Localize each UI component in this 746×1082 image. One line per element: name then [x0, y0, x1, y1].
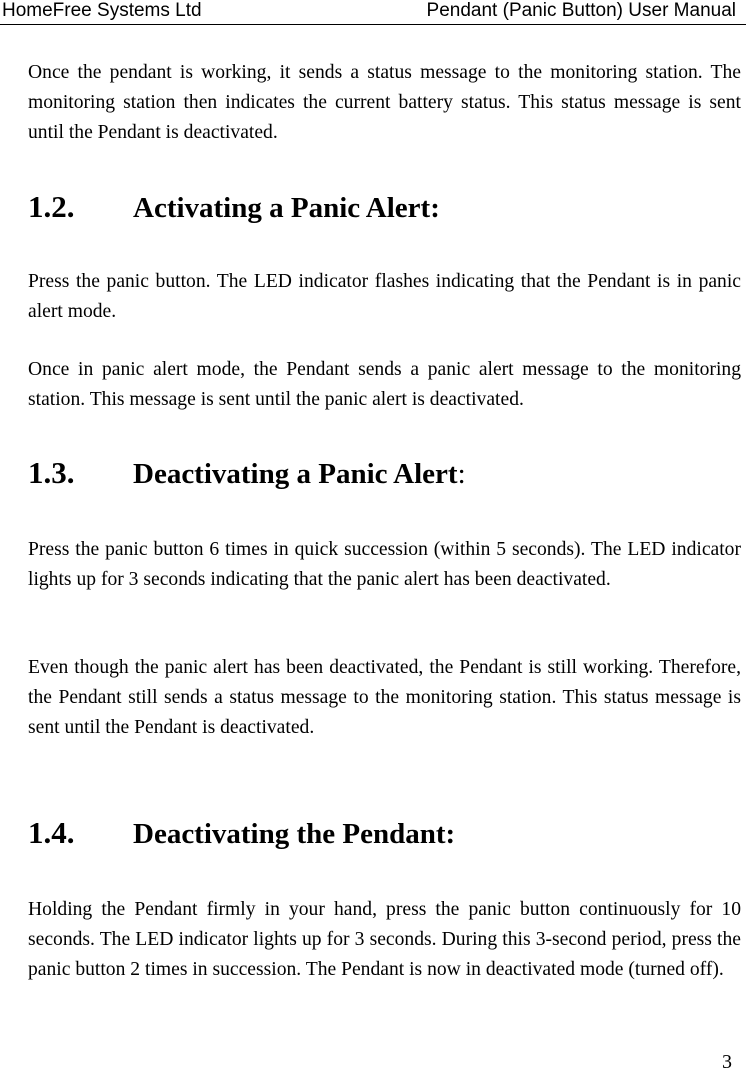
- header-company: HomeFree Systems Ltd: [2, 0, 202, 21]
- page-header: [0, 0, 746, 25]
- section-number: 1.2.: [28, 189, 75, 224]
- section-number: 1.4.: [28, 815, 75, 850]
- intro-paragraph: Once the pendant is working, it sends a status message to the monitoring station. The monitoring station then indicates the current battery status. This status message is sent until the Pendant is deactivated.: [28, 62, 741, 143]
- section-heading-1-3: [28, 455, 741, 491]
- section-1-3-paragraph-2: Even though the panic alert has been deactivated, the Pendant is still working. Therefore, the Pendant still sends a status message to the monitoring station. This status message is sent until the Pendant is deactivated.: [28, 657, 741, 738]
- section-title: Deactivating the Pendant:: [133, 818, 456, 850]
- section-title: Activating a Panic Alert:: [133, 192, 440, 224]
- section-heading-1-2: [28, 189, 741, 225]
- section-1-2-paragraph-1: Press the panic button. The LED indicator flashes indicating that the Pendant is in panic alert mode.: [28, 271, 741, 322]
- section-title: Deactivating a Panic Alert: [133, 458, 458, 490]
- page-number: 3: [722, 1051, 732, 1073]
- section-number: 1.3.: [28, 455, 75, 490]
- header-manual-title: Pendant (Panic Button) User Manual: [426, 0, 736, 21]
- section-1-2-paragraph-2: Once in panic alert mode, the Pendant sends a panic alert message to the monitoring station. This message is sent until the panic alert is deactivated.: [28, 359, 741, 410]
- section-title-suffix: :: [457, 458, 466, 490]
- section-1-3-paragraph-1: Press the panic button 6 times in quick succession (within 5 seconds). The LED indicator lights up for 3 seconds indicating that the panic alert has been deactivated.: [28, 539, 741, 590]
- section-1-4-paragraph-1: Holding the Pendant firmly in your hand, press the panic button continuously for 10 seconds. The LED indicator lights up for 3 seconds. During this 3-second period, press the panic button 2 times in succession. The Pendant is now in deactivated mode (turned off).: [28, 899, 741, 980]
- section-heading-1-4: [28, 815, 741, 851]
